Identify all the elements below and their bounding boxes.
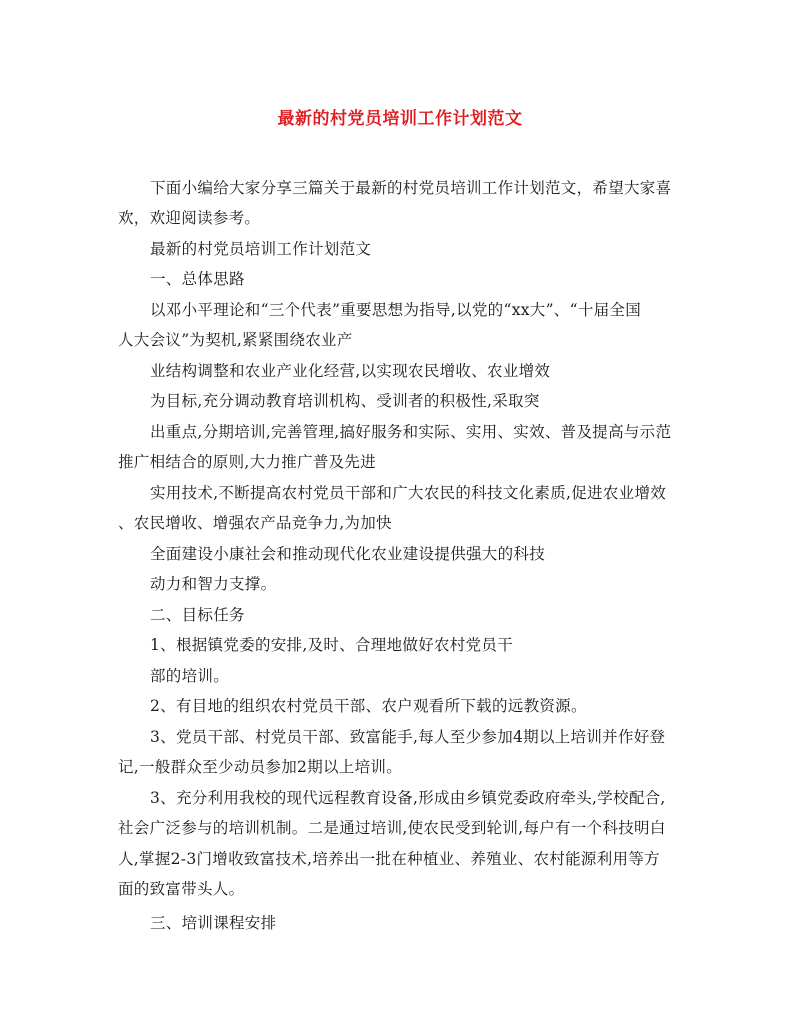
paragraph-line: 人大会议”为契机,紧紧围绕农业产 <box>118 331 353 349</box>
paragraph-line: 欢，欢迎阅读参考。 <box>118 209 261 227</box>
paragraph-line: 面的致富带头人。 <box>118 880 245 898</box>
paragraph-line: 社会广泛参与的培训机制。二是通过培训,使农民受到轮训,每户有一个科技明白 <box>118 819 666 837</box>
paragraph-line: 实用技术,不断提高农村党员干部和广大农民的科技文化素质,促进农业增效 <box>150 484 667 502</box>
paragraph-line: 出重点,分期培训,完善管理,搞好服务和实际、实用、实效、普及提高与示范 <box>150 423 672 441</box>
paragraph-line: 2、有目地的组织农村党员干部、农户观看所下载的远教资源。 <box>150 697 587 715</box>
paragraph-line: 推广相结合的原则,大力推广普及先进 <box>118 453 377 471</box>
paragraph-line: 记,一般群众至少动员参加2期以上培训。 <box>118 758 402 776</box>
paragraph-line: 、农民增收、增强农产品竞争力,为加快 <box>118 514 392 532</box>
paragraph-line: 为目标,充分调动教育培训机构、受训者的积极性,采取突 <box>150 392 540 410</box>
paragraph-line: 以邓小平理论和“三个代表”重要思想为指导,以党的“xx大”、“十届全国 <box>150 301 642 319</box>
paragraph-line: 业结构调整和农业产业化经营,以实现农民增收、农业增效 <box>150 362 551 380</box>
paragraph-line: 动力和智力支撑。 <box>150 575 277 593</box>
paragraph-line: 1、根据镇党委的安排,及时、合理地做好农村党员干 <box>150 636 513 654</box>
paragraph-line: 最新的村党员培训工作计划范文 <box>150 240 372 258</box>
paragraph-line: 3、党员干部、村党员干部、致富能手,每人至少参加4期以上培训并作好登 <box>150 728 666 746</box>
paragraph-line: 3、充分利用我校的现代远程教育设备,形成由乡镇党委政府牵头,学校配合, <box>150 789 666 807</box>
paragraph-line: 部的培训。 <box>150 667 230 685</box>
section-heading: 一、总体思路 <box>150 270 245 288</box>
paragraph-line: 全面建设小康社会和推动现代化农业建设提供强大的科技 <box>150 545 546 563</box>
paragraph-line: 人,掌握2-3门增收致富技术,培养出一批在种植业、养殖业、农村能源利用等方 <box>118 850 660 868</box>
document-title: 最新的村党员培训工作计划范文 <box>277 109 523 129</box>
paragraph-line: 下面小编给大家分享三篇关于最新的村党员培训工作计划范文，希望大家喜 <box>150 179 672 197</box>
section-heading: 三、培训课程安排 <box>150 914 277 932</box>
section-heading: 二、目标任务 <box>150 606 245 624</box>
